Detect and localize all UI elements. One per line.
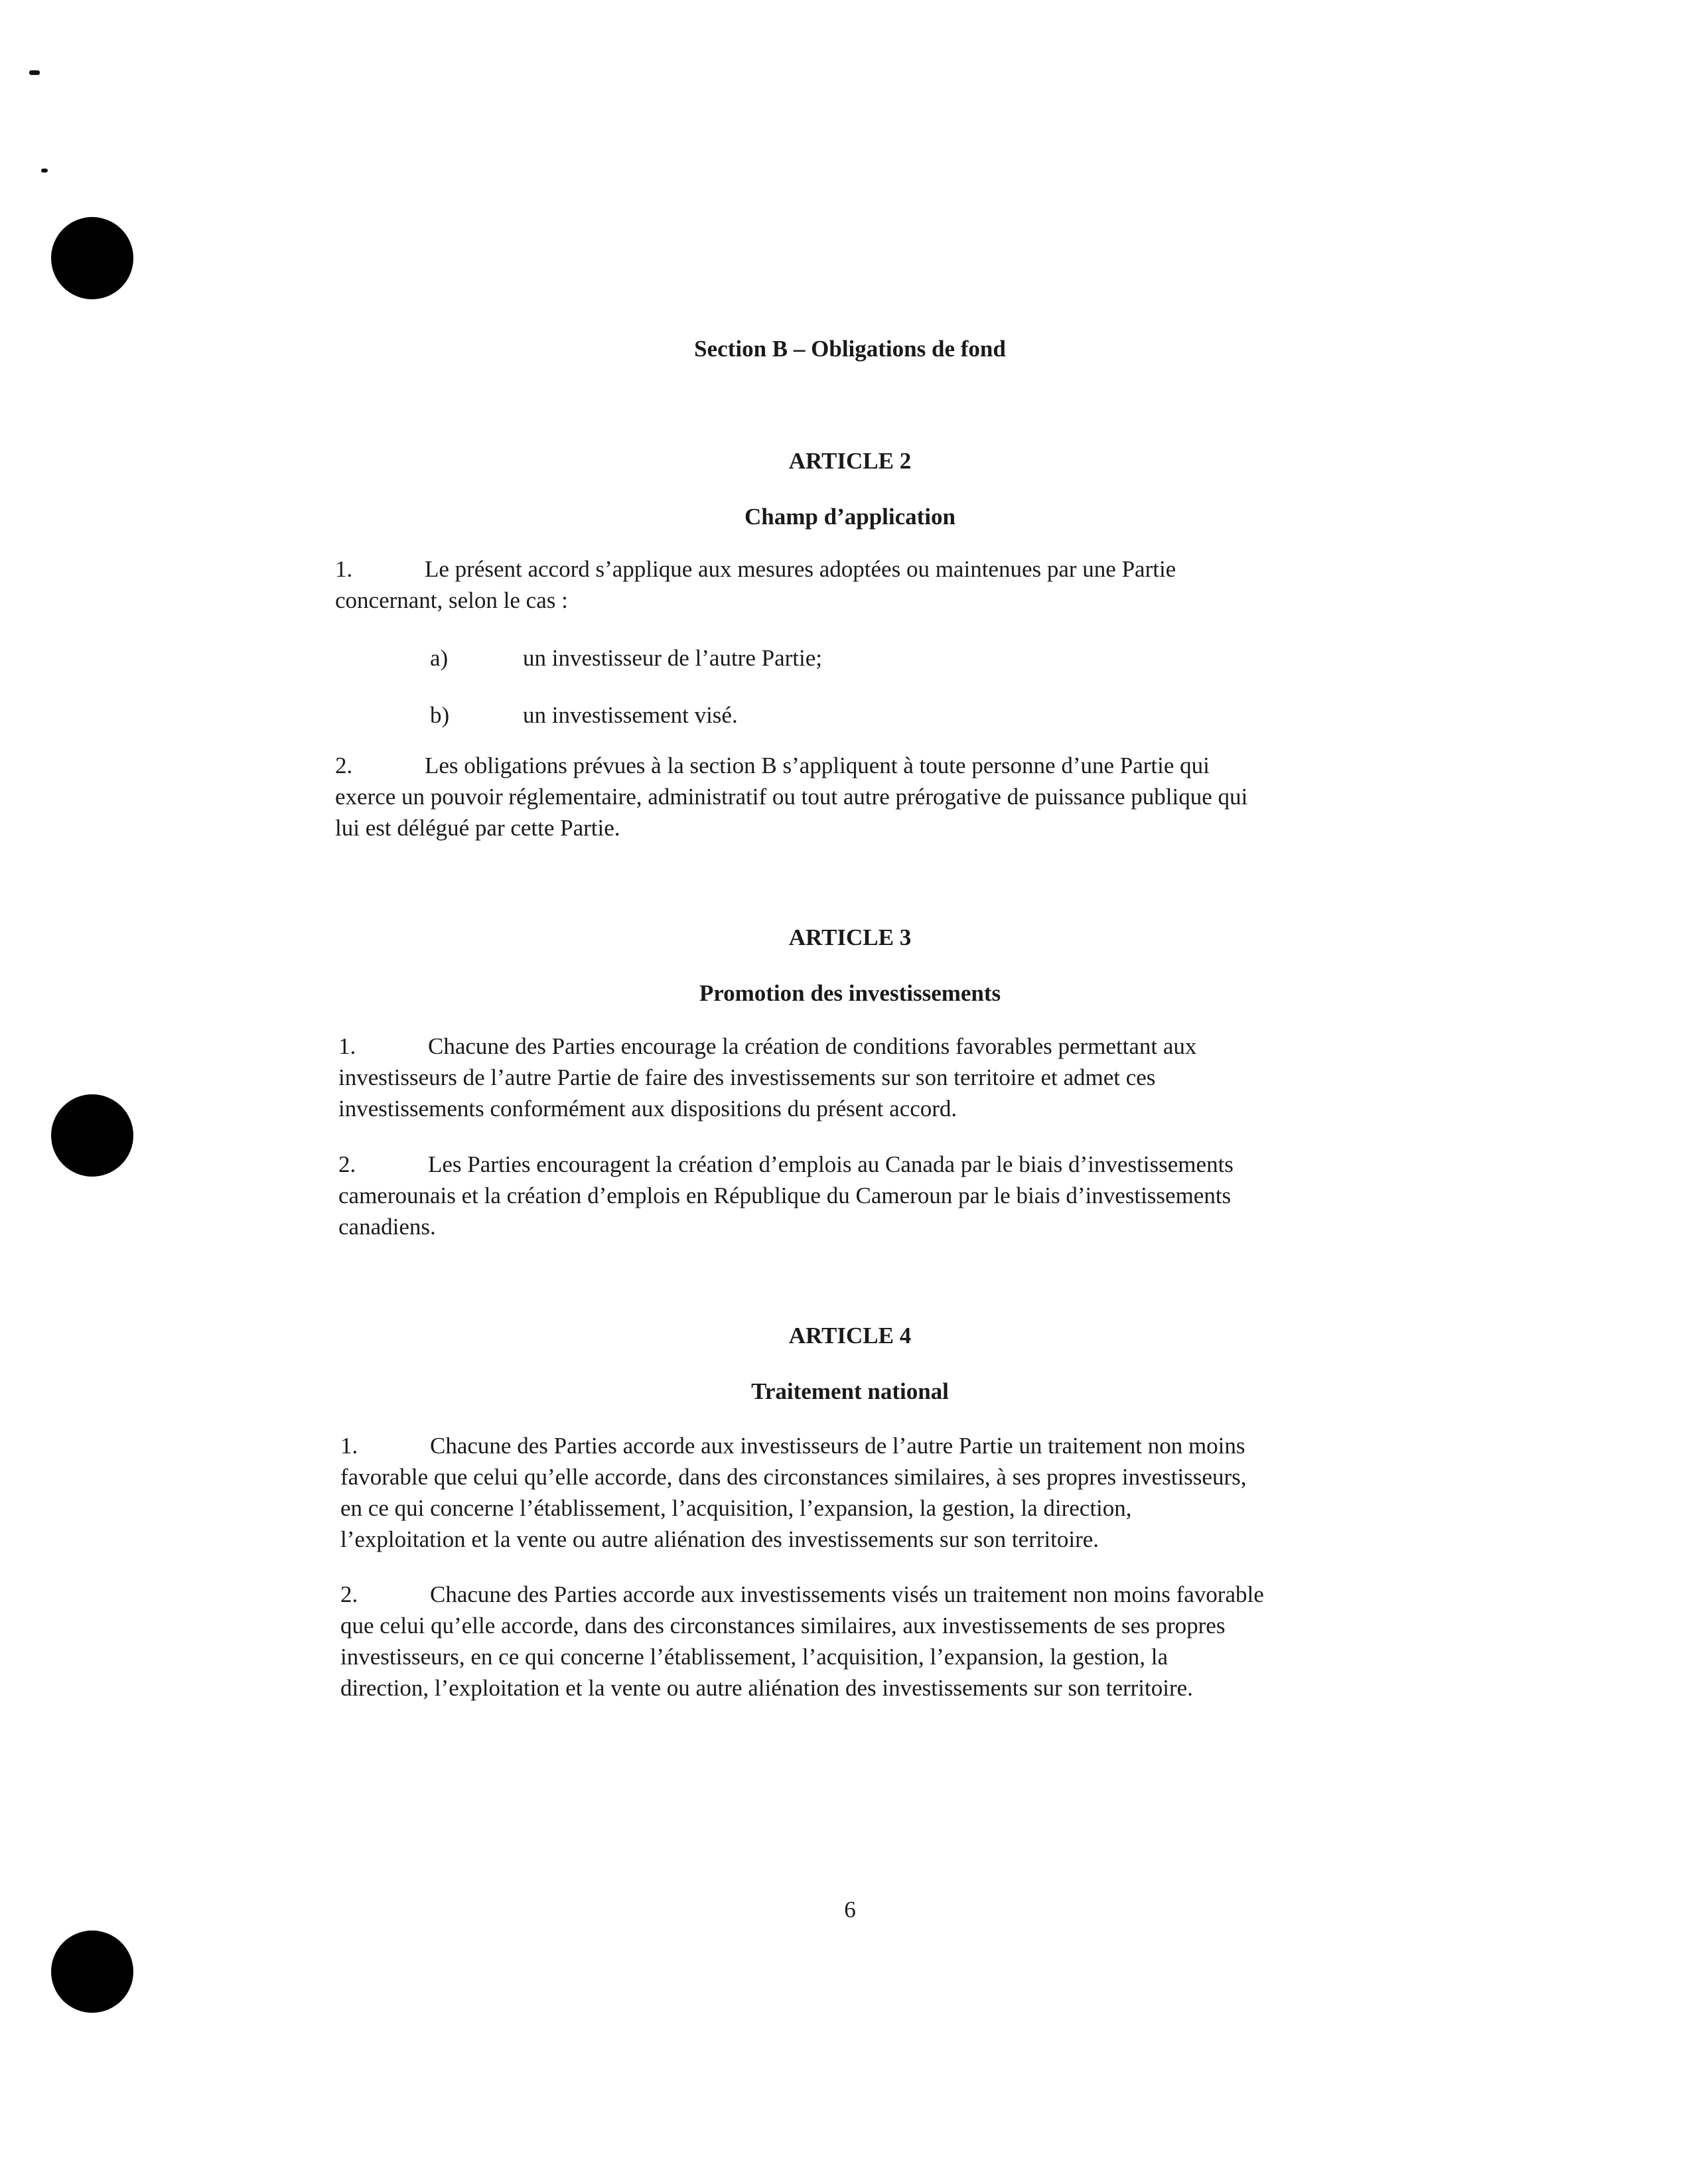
page-number: 6 [844,1897,856,1923]
paragraph-line: favorable que celui qu’elle accorde, dans des circonstances similaires, à ses propres investisseurs, [340,1464,1247,1490]
paragraph-line: canadiens. [338,1214,436,1240]
punch-hole-bottom [51,1930,133,2013]
paragraph-line: l’exploitation et la vente ou autre aliénation des investissements sur son territoire. [340,1526,1099,1552]
punch-hole-middle [51,1094,133,1177]
item-letter: a) [430,645,449,671]
paragraph-line: Chacune des Parties accorde aux investisseurs de l’autre Partie un traitement non moins [430,1433,1245,1459]
punch-hole-top [51,217,133,299]
article-4-title: Traitement national [751,1378,949,1404]
paragraph-line: en ce qui concerne l’établissement, l’acquisition, l’expansion, la gestion, la direction, [340,1495,1132,1521]
paragraph-line: Chacune des Parties accorde aux investissements visés un traitement non moins favorable [430,1581,1264,1607]
item-text: un investisseur de l’autre Partie; [523,645,822,671]
paragraph-number: 1. [338,1033,356,1059]
paragraph-line: Le présent accord s’applique aux mesures adoptées ou maintenues par une Partie [425,556,1176,582]
item-text: un investissement visé. [523,702,738,728]
article-2-number: ARTICLE 2 [788,448,912,474]
article-2-paragraph-1 [335,553,1176,616]
paragraph-line: Les Parties encouragent la création d’emplois au Canada par le biais d’investissements [428,1151,1234,1177]
paragraph-number: 2. [335,753,353,778]
paragraph-line: concernant, selon le cas : [335,587,568,613]
article-2-item-b [430,702,738,729]
article-2-paragraph-2 [335,750,1247,843]
paragraph-line: lui est délégué par cette Partie. [335,815,620,841]
paragraph-number: 1. [335,556,353,582]
item-letter: b) [430,702,450,728]
paragraph-number: 1. [340,1433,358,1459]
article-4-number: ARTICLE 4 [788,1323,912,1348]
paragraph-number: 2. [340,1581,358,1607]
paragraph-line: investissements conformément aux dispositions du présent accord. [338,1096,957,1122]
article-4-paragraph-2 [340,1579,1264,1704]
article-2-item-a [430,645,822,672]
scan-speck [41,169,48,173]
paragraph-number: 2. [338,1151,356,1177]
article-2-title: Champ d’application [744,504,956,530]
paragraph-line: camerounais et la création d’emplois en République du Cameroun par le biais d’investissements [338,1183,1232,1208]
paragraph-line: exerce un pouvoir réglementaire, administratif ou tout autre prérogative de puissance publique qui [335,784,1248,810]
scan-speck [29,70,40,75]
article-4-paragraph-1 [340,1430,1246,1555]
section-title: Section B – Obligations de fond [694,336,1006,362]
paragraph-line: que celui qu’elle accorde, dans des circonstances similaires, aux investissements de ses propres [340,1613,1226,1638]
article-3-title: Promotion des investissements [699,980,1001,1006]
article-3-number: ARTICLE 3 [788,924,912,950]
article-3-paragraph-2 [338,1149,1234,1242]
paragraph-line: Les obligations prévues à la section B s’appliquent à toute personne d’une Partie qui [425,753,1210,778]
paragraph-line: investisseurs, en ce qui concerne l’établissement, l’acquisition, l’expansion, la gestion, la [340,1644,1169,1670]
paragraph-line: Chacune des Parties encourage la création de conditions favorables permettant aux [428,1033,1197,1059]
paragraph-line: investisseurs de l’autre Partie de faire des investissements sur son territoire et admet ces [338,1064,1156,1090]
paragraph-line: direction, l’exploitation et la vente ou autre aliénation des investissements sur son territoire. [340,1675,1193,1701]
article-3-paragraph-1 [338,1031,1196,1124]
